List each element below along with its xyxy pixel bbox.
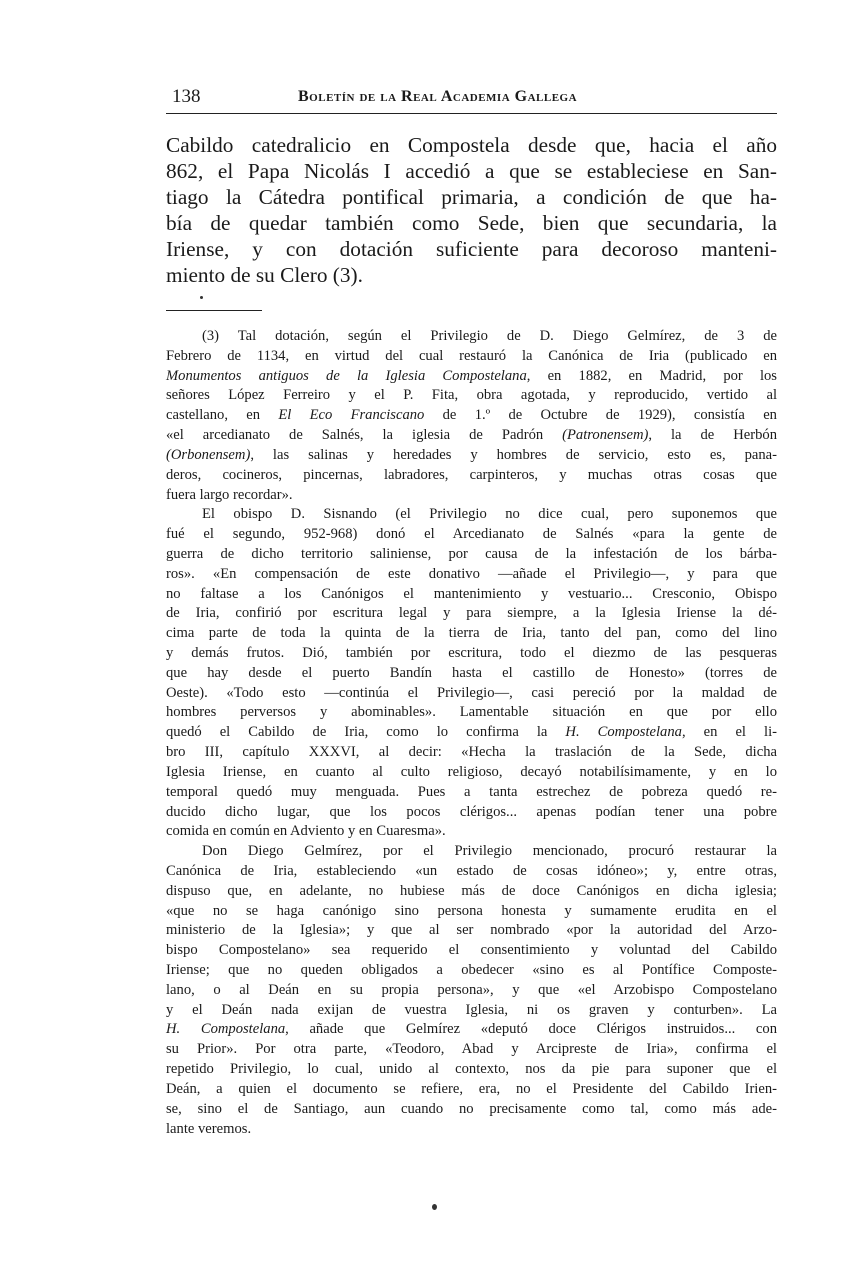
text-line [166,210,777,236]
text-run: El obispo D. Sisnando (el Privilegio no dice cual, pero suponemos que [202,506,777,523]
text-run: Canónica de Iria, estableciendo «un estado de cosas idóneo»; y, entre otras, [166,862,777,879]
text-run: fué el segundo, 952-968) donó el Arcedianato de Salnés «para la gente de [166,526,777,543]
text-run: «el arcedianato de Salnés, la iglesia de Padrón [166,427,563,444]
paragraph [166,132,777,288]
text-run: bro III, capítulo XXXVI, al decir: «Hecha la traslación de la Sede, dicha [166,744,777,761]
text-run: se, sino el de Santiago, aun cuando no precisamente como tal, como más ade- [166,1100,777,1117]
text-run: Don Diego Gelmírez, por el Privilegio mencionado, procuró restaurar la [202,843,777,860]
text-run: bispo Compostelano» sea requerido el consentimiento y voluntad del Cabildo [166,942,777,959]
text-line [166,327,777,347]
text-run: castellano, en [166,407,279,424]
text-line [166,941,777,961]
text-line [166,763,777,783]
text-line [166,862,777,882]
text-line [166,262,777,288]
text-run: ministerio de la Iglesia»; y que al ser nombrado «por la autoridad del Arzo- [166,922,777,939]
text-run: no faltase a los Canónigos el mantenimiento y vestuario... Cresconio, Obispo [166,585,777,602]
page-number: 138 [172,86,201,107]
text-run: Febrero de 1134, en virtud del cual restauró la Canónica de Iria (publicado en [166,347,777,364]
text-line [166,981,777,1001]
text-run: quedó el Cabildo de Iria, como lo confirma la [166,724,566,741]
text-run: cima parte de toda la quinta de la tierra de Iria, tanto del pan, como del lino [166,625,777,642]
running-header [166,86,777,110]
text-line [166,664,777,684]
text-line [166,902,777,922]
text-line [166,1100,777,1120]
text-run: su Prior». Por otra parte, «Teodoro, Abad y Arcipreste de Iria», confirma el [166,1041,777,1058]
text-line [166,703,777,723]
text-line [166,132,777,158]
text-run: de Iria, confirió por escritura legal y para siempre, a la Iglesia Iriense la dé- [166,605,777,622]
print-speck [432,1204,437,1210]
text-line [166,386,777,406]
text-line [166,1040,777,1060]
paragraph [166,842,777,1139]
text-line [166,743,777,763]
text-line [166,624,777,644]
text-run: deros, cocineros, pincernas, labradores, carpinteros, y muchas otras cosas que [166,466,777,483]
text-line [166,525,777,545]
text-run: de 1.º de Octubre de 1929), consistía en [424,407,777,424]
paragraph [166,327,777,505]
text-line [166,486,777,506]
print-speck [200,296,203,299]
text-line [166,545,777,565]
text-run: Cabildo catedralicio en Compostela desde que, hacia el año [166,133,777,157]
text-line [166,184,777,210]
text-line [166,367,777,387]
text-run: (3) Tal dotación, según el Privilegio de D. Diego Gelmírez, de 3 de [202,328,777,344]
text-run: guerra de dicho territorio saliniense, por causa de la infestación de los bárba- [166,545,777,562]
text-line [166,882,777,902]
text-line [166,406,777,426]
text-line [166,1001,777,1021]
text-line [166,236,777,262]
text-run: repetido Privilegio, lo cual, unido al contexto, nos da pie para suponer que el [166,1061,777,1078]
paragraph [166,505,777,842]
text-run: lano, o al Deán en su propia persona», y que «el Arzobispo Compostelano [166,981,777,998]
running-title: Boletín de la Real Academia Gallega [298,88,578,105]
text-line [166,466,777,486]
text-line [166,565,777,585]
text-run: señores López Ferreiro y el P. Fita, obra agotada, y reproducido, vertido al [166,387,777,404]
text-line [166,604,777,624]
text-line [166,347,777,367]
text-run: miento de su Clero (3). [166,263,363,287]
text-run: tiago la Cátedra pontifical primaria, a condición de que ha- [166,185,777,209]
text-line [166,1060,777,1080]
text-run: fuera largo recordar». [166,486,293,503]
text-line [166,1120,777,1140]
text-line [166,426,777,446]
text-run: ros». «En compensación de este donativo —añade el Privilegio—, y para que [166,565,777,582]
text-line [166,1020,777,1040]
text-line [166,822,777,842]
text-run: y el Deán nada exijan de vuestra Iglesia, ni os graven y conturben». La [166,1001,777,1018]
text-run: que hay desde el puerto Bandín hasta el castillo de Honesto» (torres de [166,664,777,681]
text-line [166,803,777,823]
text-run: , en 1882, en Madrid, por los [526,367,777,384]
text-line [166,961,777,981]
text-run: , las salinas y heredades y hombres de servicio, esto es, pana- [250,446,777,463]
text-run: lante veremos. [166,1120,252,1137]
text-run: , en el li- [681,724,777,741]
text-run: dispuso que, en adelante, no hubiese más de doce Canónigos en dicha iglesia; [166,882,777,899]
text-run: temporal quedó muy menguada. Pues a tanta estrechez de pobreza quedó re- [166,783,777,800]
header-rule [166,113,777,114]
text-run: ducido dicho lugar, que los pocos clérigos... apenas podían tener una pobre [166,803,777,820]
italic-title: (Orbonensem) [166,446,251,463]
text-line [166,1080,777,1100]
italic-title: Monumentos antiguos de la Iglesia Compostelana [166,367,527,384]
text-run: , añade que Gelmírez «deputó doce Clérigos instruidos... con [285,1021,777,1038]
text-line [166,158,777,184]
text-run: Iriense; que no queden obligados a obedecer «sino es al Pontífice Compostе- [166,962,777,978]
italic-title: El Eco Franciscano [278,407,425,424]
text-line [166,842,777,862]
text-line [166,505,777,525]
text-line [166,921,777,941]
text-line [166,446,777,466]
italic-title: H. Compostelana [565,724,682,741]
text-line [166,783,777,803]
text-run: Iglesia Iriense, en cuanto al culto religioso, decayó notabilísimamente, y en lo [166,763,777,780]
text-run: y demás frutos. Dió, también por escritura, todo el diezmo de las pesqueras [166,645,777,661]
main-text [166,132,777,288]
text-run: comida en común en Adviento y en Cuaresma». [166,823,446,840]
footnotes [166,327,777,1139]
text-line [166,585,777,605]
text-run: 862, el Papa Nicolás I accedió a que se estableciese en San- [166,159,777,183]
text-run: bía de quedar también como Sede, bien que secundaria, la [166,211,777,235]
footnote-rule [166,310,262,311]
text-run: Deán, a quien el documento se refiere, era, no el Presidente del Cabildo Irien- [166,1080,777,1097]
text-run: Iriense, y con dotación suficiente para decoroso manteni- [166,237,777,261]
text-run: , la de Herbón [648,427,777,444]
text-line [166,644,777,664]
text-run: Oeste). «Todo esto —continúa el Privilegio—, casi pereció por la maldad de [166,684,777,701]
text-line [166,684,777,704]
text-run: «que no se haga canónigo sino persona honesta y sumamente erudita en el [166,902,777,919]
text-line [166,723,777,743]
italic-title: (Patronensem) [562,427,649,444]
italic-title: H. Compostelana [166,1021,286,1038]
text-run: hombres perversos y abominables». Lamentable situación en que por ello [166,704,777,721]
